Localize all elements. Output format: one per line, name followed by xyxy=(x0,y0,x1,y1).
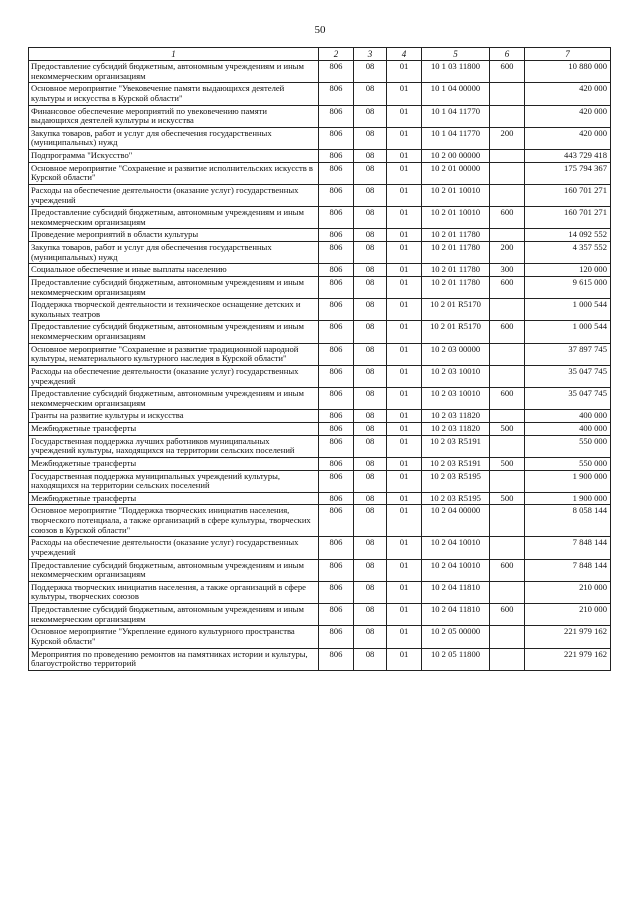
row-pr: 01 xyxy=(387,162,422,184)
row-pr: 01 xyxy=(387,207,422,229)
row-vr xyxy=(490,470,525,492)
row-sum: 160 701 271 xyxy=(525,207,611,229)
row-rz: 08 xyxy=(354,604,387,626)
row-pr: 01 xyxy=(387,127,422,149)
row-name: Расходы на обеспечение деятельности (оказание услуг) государственных учреждений xyxy=(29,537,319,559)
row-rz: 08 xyxy=(354,648,387,670)
row-name: Основное мероприятие "Сохранение и развитие исполнительских искусств в Курской области" xyxy=(29,162,319,184)
row-vr: 600 xyxy=(490,388,525,410)
table-row xyxy=(29,648,611,670)
row-gr: 806 xyxy=(319,457,354,470)
table-row xyxy=(29,604,611,626)
row-pr: 01 xyxy=(387,423,422,436)
col-header-1: 1 xyxy=(29,48,319,61)
row-name: Основное мероприятие "Увековечение памяти выдающихся деятелей культуры и искусства в Курской области" xyxy=(29,83,319,105)
row-csr: 10 2 04 00000 xyxy=(422,505,490,537)
row-rz: 08 xyxy=(354,505,387,537)
row-sum: 120 000 xyxy=(525,264,611,277)
table-row xyxy=(29,162,611,184)
row-gr: 806 xyxy=(319,184,354,206)
row-csr: 10 2 01 R5170 xyxy=(422,299,490,321)
row-pr: 01 xyxy=(387,388,422,410)
row-name: Предоставление субсидий бюджетным, автономным учреждениям и иным некоммерческим организациям xyxy=(29,276,319,298)
row-vr xyxy=(490,184,525,206)
row-sum: 37 897 745 xyxy=(525,343,611,365)
table-row xyxy=(29,299,611,321)
row-csr: 10 2 01 11780 xyxy=(422,264,490,277)
row-vr xyxy=(490,505,525,537)
row-name: Гранты на развитие культуры и искусства xyxy=(29,410,319,423)
row-pr: 01 xyxy=(387,581,422,603)
row-sum: 420 000 xyxy=(525,105,611,127)
row-name: Основное мероприятие "Сохранение и развитие традиционной народной культуры, нематериального культурного наследия в Курской области" xyxy=(29,343,319,365)
table-row xyxy=(29,207,611,229)
row-sum: 4 357 552 xyxy=(525,242,611,264)
row-vr: 300 xyxy=(490,264,525,277)
row-csr: 10 2 03 10010 xyxy=(422,388,490,410)
row-csr: 10 2 01 00000 xyxy=(422,162,490,184)
row-sum: 10 880 000 xyxy=(525,61,611,83)
table-row xyxy=(29,229,611,242)
row-sum: 550 000 xyxy=(525,457,611,470)
row-rz: 08 xyxy=(354,61,387,83)
row-sum: 443 729 418 xyxy=(525,150,611,163)
row-pr: 01 xyxy=(387,150,422,163)
table-row xyxy=(29,388,611,410)
row-sum: 1 900 000 xyxy=(525,492,611,505)
row-sum: 221 979 162 xyxy=(525,648,611,670)
row-rz: 08 xyxy=(354,150,387,163)
row-vr: 600 xyxy=(490,276,525,298)
row-vr xyxy=(490,626,525,648)
row-gr: 806 xyxy=(319,276,354,298)
row-sum: 8 058 144 xyxy=(525,505,611,537)
row-csr: 10 1 04 11770 xyxy=(422,105,490,127)
row-csr: 10 2 03 R5191 xyxy=(422,457,490,470)
row-rz: 08 xyxy=(354,470,387,492)
row-pr: 01 xyxy=(387,83,422,105)
row-gr: 806 xyxy=(319,581,354,603)
row-csr: 10 2 03 11820 xyxy=(422,410,490,423)
row-name: Предоставление субсидий бюджетным, автономным учреждениям и иным некоммерческим организациям xyxy=(29,61,319,83)
row-pr: 01 xyxy=(387,264,422,277)
table-row xyxy=(29,127,611,149)
row-vr: 200 xyxy=(490,242,525,264)
table-row xyxy=(29,470,611,492)
row-name: Государственная поддержка лучших работников муниципальных учреждений культуры, находящихся на территории сельских поселений xyxy=(29,435,319,457)
row-gr: 806 xyxy=(319,505,354,537)
row-name: Расходы на обеспечение деятельности (оказание услуг) государственных учреждений xyxy=(29,365,319,387)
row-gr: 806 xyxy=(319,242,354,264)
row-pr: 01 xyxy=(387,604,422,626)
row-vr: 600 xyxy=(490,61,525,83)
table-row xyxy=(29,492,611,505)
row-pr: 01 xyxy=(387,242,422,264)
table-row xyxy=(29,150,611,163)
row-vr xyxy=(490,229,525,242)
row-vr xyxy=(490,410,525,423)
row-sum: 1 000 544 xyxy=(525,299,611,321)
col-header-5: 5 xyxy=(422,48,490,61)
row-sum: 175 794 367 xyxy=(525,162,611,184)
table-row xyxy=(29,537,611,559)
row-pr: 01 xyxy=(387,626,422,648)
row-gr: 806 xyxy=(319,321,354,343)
row-name: Социальное обеспечение и иные выплаты населению xyxy=(29,264,319,277)
row-gr: 806 xyxy=(319,626,354,648)
row-name: Основное мероприятие "Укрепление единого культурного пространства Курской области" xyxy=(29,626,319,648)
row-rz: 08 xyxy=(354,207,387,229)
row-rz: 08 xyxy=(354,435,387,457)
row-name: Закупка товаров, работ и услуг для обеспечения государственных (муниципальных) нужд xyxy=(29,242,319,264)
row-gr: 806 xyxy=(319,604,354,626)
row-csr: 10 2 01 11780 xyxy=(422,242,490,264)
row-gr: 806 xyxy=(319,537,354,559)
row-pr: 01 xyxy=(387,343,422,365)
row-rz: 08 xyxy=(354,229,387,242)
row-csr: 10 2 03 R5195 xyxy=(422,470,490,492)
row-sum: 14 092 552 xyxy=(525,229,611,242)
row-gr: 806 xyxy=(319,423,354,436)
row-name: Предоставление субсидий бюджетным, автономным учреждениям и иным некоммерческим организациям xyxy=(29,604,319,626)
row-gr: 806 xyxy=(319,229,354,242)
row-csr: 10 2 01 R5170 xyxy=(422,321,490,343)
row-vr xyxy=(490,648,525,670)
row-sum: 7 848 144 xyxy=(525,559,611,581)
row-sum: 400 000 xyxy=(525,410,611,423)
row-gr: 806 xyxy=(319,388,354,410)
row-rz: 08 xyxy=(354,410,387,423)
row-vr: 600 xyxy=(490,559,525,581)
row-csr: 10 2 03 R5191 xyxy=(422,435,490,457)
row-sum: 420 000 xyxy=(525,83,611,105)
row-sum: 210 000 xyxy=(525,581,611,603)
row-csr: 10 2 03 R5195 xyxy=(422,492,490,505)
row-pr: 01 xyxy=(387,61,422,83)
row-vr xyxy=(490,150,525,163)
col-header-3: 3 xyxy=(354,48,387,61)
row-pr: 01 xyxy=(387,229,422,242)
row-sum: 1 000 544 xyxy=(525,321,611,343)
row-pr: 01 xyxy=(387,299,422,321)
table-row xyxy=(29,105,611,127)
row-rz: 08 xyxy=(354,581,387,603)
table-row xyxy=(29,435,611,457)
row-pr: 01 xyxy=(387,105,422,127)
row-vr xyxy=(490,343,525,365)
row-gr: 806 xyxy=(319,264,354,277)
row-gr: 806 xyxy=(319,150,354,163)
row-rz: 08 xyxy=(354,276,387,298)
row-pr: 01 xyxy=(387,276,422,298)
table-row xyxy=(29,276,611,298)
row-gr: 806 xyxy=(319,559,354,581)
row-vr xyxy=(490,365,525,387)
row-vr: 600 xyxy=(490,207,525,229)
row-pr: 01 xyxy=(387,470,422,492)
table-row xyxy=(29,457,611,470)
row-name: Предоставление субсидий бюджетным, автономным учреждениям и иным некоммерческим организациям xyxy=(29,559,319,581)
table-row xyxy=(29,61,611,83)
row-name: Поддержка творческой деятельности и техническое оснащение детских и кукольных театров xyxy=(29,299,319,321)
table-row xyxy=(29,365,611,387)
row-pr: 01 xyxy=(387,559,422,581)
row-vr: 500 xyxy=(490,423,525,436)
row-csr: 10 2 03 11820 xyxy=(422,423,490,436)
row-name: Закупка товаров, работ и услуг для обеспечения государственных (муниципальных) нужд xyxy=(29,127,319,149)
row-rz: 08 xyxy=(354,299,387,321)
row-vr: 600 xyxy=(490,321,525,343)
row-gr: 806 xyxy=(319,61,354,83)
row-sum: 35 047 745 xyxy=(525,365,611,387)
row-csr: 10 2 01 11780 xyxy=(422,276,490,298)
row-csr: 10 2 03 00000 xyxy=(422,343,490,365)
row-sum: 160 701 271 xyxy=(525,184,611,206)
page-number: 50 xyxy=(314,24,326,36)
row-rz: 08 xyxy=(354,388,387,410)
table-row xyxy=(29,559,611,581)
row-vr xyxy=(490,83,525,105)
row-gr: 806 xyxy=(319,83,354,105)
row-rz: 08 xyxy=(354,127,387,149)
row-rz: 08 xyxy=(354,105,387,127)
row-csr: 10 2 01 11780 xyxy=(422,229,490,242)
row-csr: 10 2 01 10010 xyxy=(422,207,490,229)
table-row xyxy=(29,581,611,603)
row-gr: 806 xyxy=(319,207,354,229)
col-header-4: 4 xyxy=(387,48,422,61)
header-row xyxy=(29,48,611,61)
row-name: Государственная поддержка муниципальных учреждений культуры, находящихся на территории сельских поселений xyxy=(29,470,319,492)
row-name: Предоставление субсидий бюджетным, автономным учреждениям и иным некоммерческим организациям xyxy=(29,207,319,229)
row-name: Подпрограмма "Искусство" xyxy=(29,150,319,163)
row-pr: 01 xyxy=(387,410,422,423)
row-csr: 10 2 03 10010 xyxy=(422,365,490,387)
row-csr: 10 2 01 10010 xyxy=(422,184,490,206)
row-name: Межбюджетные трансферты xyxy=(29,457,319,470)
row-csr: 10 2 05 11800 xyxy=(422,648,490,670)
row-rz: 08 xyxy=(354,559,387,581)
row-gr: 806 xyxy=(319,435,354,457)
row-pr: 01 xyxy=(387,648,422,670)
row-rz: 08 xyxy=(354,321,387,343)
row-csr: 10 1 03 11800 xyxy=(422,61,490,83)
row-csr: 10 2 04 11810 xyxy=(422,604,490,626)
row-sum: 420 000 xyxy=(525,127,611,149)
row-rz: 08 xyxy=(354,242,387,264)
table-row xyxy=(29,626,611,648)
row-rz: 08 xyxy=(354,162,387,184)
row-gr: 806 xyxy=(319,470,354,492)
table-row xyxy=(29,83,611,105)
table-row xyxy=(29,184,611,206)
table-row xyxy=(29,321,611,343)
row-rz: 08 xyxy=(354,492,387,505)
row-vr xyxy=(490,435,525,457)
row-rz: 08 xyxy=(354,626,387,648)
row-sum: 1 900 000 xyxy=(525,470,611,492)
row-gr: 806 xyxy=(319,492,354,505)
row-gr: 806 xyxy=(319,299,354,321)
col-header-6: 6 xyxy=(490,48,525,61)
row-pr: 01 xyxy=(387,435,422,457)
row-gr: 806 xyxy=(319,162,354,184)
row-name: Предоставление субсидий бюджетным, автономным учреждениям и иным некоммерческим организациям xyxy=(29,321,319,343)
row-vr xyxy=(490,581,525,603)
row-csr: 10 1 04 11770 xyxy=(422,127,490,149)
row-rz: 08 xyxy=(354,457,387,470)
row-csr: 10 2 00 00000 xyxy=(422,150,490,163)
row-name: Расходы на обеспечение деятельности (оказание услуг) государственных учреждений xyxy=(29,184,319,206)
row-name: Финансовое обеспечение мероприятий по увековечению памяти выдающихся деятелей культуры и искусства xyxy=(29,105,319,127)
row-csr: 10 2 05 00000 xyxy=(422,626,490,648)
row-gr: 806 xyxy=(319,365,354,387)
row-sum: 550 000 xyxy=(525,435,611,457)
col-header-2: 2 xyxy=(319,48,354,61)
row-rz: 08 xyxy=(354,264,387,277)
row-vr xyxy=(490,162,525,184)
row-rz: 08 xyxy=(354,343,387,365)
row-sum: 221 979 162 xyxy=(525,626,611,648)
table-row xyxy=(29,264,611,277)
table-row xyxy=(29,343,611,365)
table-row xyxy=(29,423,611,436)
row-sum: 210 000 xyxy=(525,604,611,626)
row-csr: 10 2 04 10010 xyxy=(422,559,490,581)
row-gr: 806 xyxy=(319,648,354,670)
row-sum: 35 047 745 xyxy=(525,388,611,410)
row-pr: 01 xyxy=(387,505,422,537)
row-name: Межбюджетные трансферты xyxy=(29,423,319,436)
row-csr: 10 2 04 10010 xyxy=(422,537,490,559)
row-rz: 08 xyxy=(354,83,387,105)
row-vr: 200 xyxy=(490,127,525,149)
row-name: Основное мероприятие "Поддержка творческих инициатив населения, творческого потенциала, а также организаций в сфере культуры, творческих союзов в Курской области" xyxy=(29,505,319,537)
budget-table xyxy=(28,47,611,671)
row-name: Мероприятия по проведению ремонтов на памятниках истории и культуры, благоустройство территорий xyxy=(29,648,319,670)
row-pr: 01 xyxy=(387,184,422,206)
row-pr: 01 xyxy=(387,492,422,505)
row-pr: 01 xyxy=(387,457,422,470)
row-vr xyxy=(490,299,525,321)
row-pr: 01 xyxy=(387,321,422,343)
row-pr: 01 xyxy=(387,365,422,387)
row-sum: 7 848 144 xyxy=(525,537,611,559)
row-vr: 600 xyxy=(490,604,525,626)
row-gr: 806 xyxy=(319,343,354,365)
row-csr: 10 1 04 00000 xyxy=(422,83,490,105)
row-vr xyxy=(490,537,525,559)
row-rz: 08 xyxy=(354,184,387,206)
row-pr: 01 xyxy=(387,537,422,559)
table-row xyxy=(29,242,611,264)
row-vr: 500 xyxy=(490,457,525,470)
row-rz: 08 xyxy=(354,423,387,436)
table-row xyxy=(29,505,611,537)
row-sum: 9 615 000 xyxy=(525,276,611,298)
row-vr: 500 xyxy=(490,492,525,505)
table-row xyxy=(29,410,611,423)
row-gr: 806 xyxy=(319,410,354,423)
row-csr: 10 2 04 11810 xyxy=(422,581,490,603)
row-gr: 806 xyxy=(319,127,354,149)
row-rz: 08 xyxy=(354,537,387,559)
row-gr: 806 xyxy=(319,105,354,127)
row-name: Проведение мероприятий в области культуры xyxy=(29,229,319,242)
row-vr xyxy=(490,105,525,127)
row-name: Предоставление субсидий бюджетным, автономным учреждениям и иным некоммерческим организациям xyxy=(29,388,319,410)
col-header-7: 7 xyxy=(525,48,611,61)
row-sum: 400 000 xyxy=(525,423,611,436)
row-rz: 08 xyxy=(354,365,387,387)
row-name: Межбюджетные трансферты xyxy=(29,492,319,505)
row-name: Поддержка творческих инициатив населения, а также организаций в сфере культуры, творческих союзов xyxy=(29,581,319,603)
